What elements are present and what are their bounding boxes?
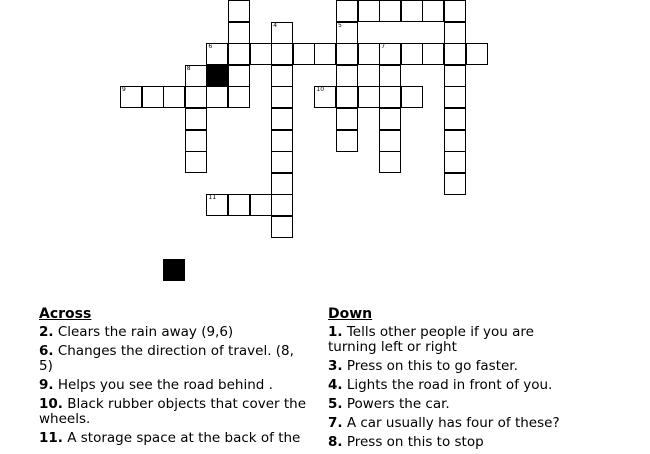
clue-text: Powers the car. [342,396,450,412]
grid-cell[interactable] [444,130,466,152]
grid-cell[interactable] [271,216,293,238]
grid-cell[interactable] [228,43,250,65]
grid-cell[interactable] [379,130,401,152]
across-clue [39,431,309,446]
grid-cell[interactable] [444,108,466,130]
grid-cell[interactable] [185,65,207,87]
grid-cell[interactable] [228,0,250,22]
clue-number-label: 6. [39,343,54,359]
black-cell [163,259,185,281]
grid-cell[interactable] [271,130,293,152]
grid-cell[interactable] [185,86,207,108]
grid-cell[interactable] [444,0,466,22]
clue-number-label: 2. [39,324,54,340]
clue-number-label: 4. [328,377,343,393]
grid-cell[interactable] [271,22,293,44]
grid-cell[interactable] [358,0,380,22]
grid-cell[interactable] [120,86,142,108]
grid-cell[interactable] [444,22,466,44]
grid-cell[interactable] [336,108,358,130]
grid-cell[interactable] [336,130,358,152]
grid-cell[interactable] [250,43,272,65]
grid-cell[interactable] [379,86,401,108]
clue-text: Press on this to go faster. [342,358,518,374]
clue-text: Clears the rain away (9,6) [53,324,234,340]
grid-cell[interactable] [228,86,250,108]
down-clue [328,359,578,374]
clue-number: 10 [316,86,325,94]
grid-cell[interactable] [228,65,250,87]
across-clue [39,344,309,374]
grid-cell[interactable] [336,86,358,108]
grid-cell[interactable] [379,43,401,65]
down-clues [328,306,578,454]
grid-cell[interactable] [401,43,423,65]
grid-cell[interactable] [163,86,185,108]
grid-cell[interactable] [271,65,293,87]
down-clue [328,416,578,431]
clue-number-label: 8. [328,434,343,450]
grid-cell[interactable] [228,22,250,44]
grid-cell[interactable] [206,194,228,216]
clue-number: 6 [208,43,213,51]
clue-text: Tells other people if you are turning left or right [328,324,534,355]
across-clues [39,306,309,450]
grid-cell[interactable] [422,0,444,22]
grid-cell[interactable] [336,65,358,87]
across-heading: Across [39,306,92,322]
grid-cell[interactable] [271,151,293,173]
grid-cell[interactable] [422,43,444,65]
across-clue [39,397,309,427]
grid-cell[interactable] [185,130,207,152]
grid-cell[interactable] [358,43,380,65]
clue-number-label: 1. [328,324,343,340]
down-clue [328,378,578,393]
clue-number-label: 7. [328,415,343,431]
clue-number-label: 9. [39,377,54,393]
grid-cell[interactable] [379,0,401,22]
clue-number: 7 [381,43,386,51]
clue-number-label: 10. [39,396,63,412]
clue-text: A storage space at the back of the [62,430,301,446]
grid-cell[interactable] [379,108,401,130]
across-clue-list [39,325,309,446]
grid-cell[interactable] [206,86,228,108]
grid-cell[interactable] [336,43,358,65]
clue-number: 8 [186,64,191,72]
grid-cell[interactable] [401,0,423,22]
grid-cell[interactable] [444,86,466,108]
grid-cell[interactable] [336,0,358,22]
grid-cell[interactable] [250,194,272,216]
clue-number-label: 5. [328,396,343,412]
clue-number-label: 3. [328,358,343,374]
down-heading: Down [328,306,373,322]
grid-cell[interactable] [293,43,315,65]
across-clue [39,378,309,393]
grid-cell[interactable] [314,43,336,65]
grid-cell[interactable] [444,43,466,65]
black-cell [206,65,228,87]
grid-cell[interactable] [444,173,466,195]
down-clue [328,325,578,355]
grid-cell[interactable] [271,108,293,130]
clue-text: Lights the road in front of you. [342,377,553,393]
clue-number: 11 [208,194,217,202]
grid-cell[interactable] [185,108,207,130]
grid-cell[interactable] [271,194,293,216]
clue-text: Changes the direction of travel. (8, 5) [39,343,294,374]
grid-cell[interactable] [206,43,228,65]
grid-cell[interactable] [401,86,423,108]
grid-cell[interactable] [271,173,293,195]
grid-cell[interactable] [271,43,293,65]
grid-cell[interactable] [358,86,380,108]
down-clue [328,435,578,450]
grid-cell[interactable] [314,86,336,108]
grid-cell[interactable] [444,65,466,87]
clue-text: A car usually has four of these? [342,415,560,431]
clue-text: Black rubber objects that cover the wheels. [39,396,307,427]
grid-cell[interactable] [228,194,250,216]
grid-cell[interactable] [379,151,401,173]
grid-cell[interactable] [185,151,207,173]
clue-number-label: 11. [39,430,63,446]
clue-number: 4 [273,21,278,29]
grid-cell[interactable] [142,86,164,108]
clue-number: 9 [122,86,126,94]
grid-cell[interactable] [336,22,358,44]
clue-text: Press on this to stop [342,434,484,450]
down-clue-list [328,325,578,450]
grid-cell[interactable] [271,86,293,108]
grid-cell[interactable] [379,65,401,87]
across-clue [39,325,309,340]
grid-cell[interactable] [444,151,466,173]
down-clue [328,397,578,412]
grid-cell[interactable] [466,43,488,65]
clue-number: 5 [338,21,342,29]
clue-text: Helps you see the road behind . [53,377,273,393]
